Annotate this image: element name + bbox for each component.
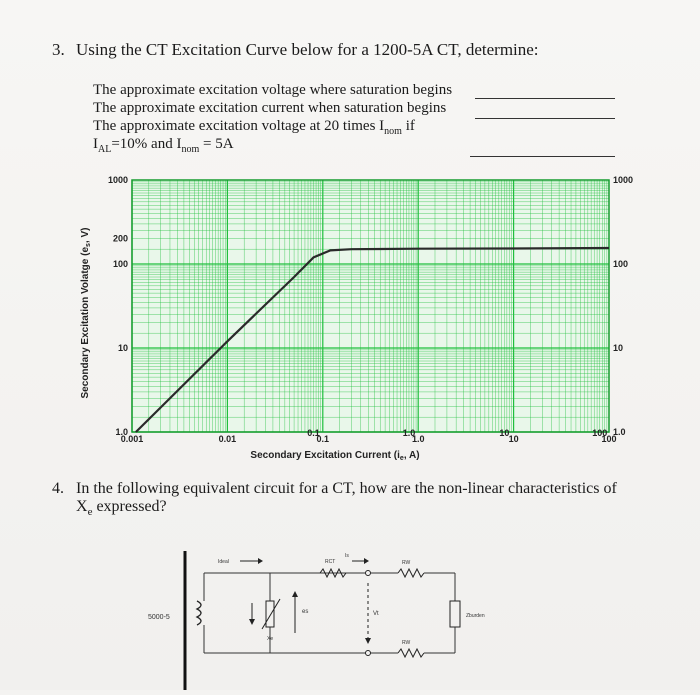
x-tick-label-secondary: 1.0	[402, 428, 416, 438]
y-tick-label-right: 1000	[613, 175, 634, 185]
x-tick-label: 10	[508, 434, 519, 444]
question-4-number: 4.	[52, 480, 64, 497]
x-tick-label-secondary: 100	[592, 428, 608, 438]
rw-top-label: RW	[402, 560, 411, 566]
y-tick-label-right: 1.0	[613, 427, 626, 437]
ct-ratio-label: 5000-5	[148, 614, 170, 621]
x-tick-label: 0.01	[218, 434, 237, 444]
y-tick-label-left: 10	[117, 343, 128, 353]
y-tick-label-left: 1000	[107, 175, 128, 185]
xe-element	[266, 601, 274, 627]
es-arrow	[292, 591, 298, 597]
zburden-label: Zburden	[466, 613, 485, 619]
x-tick-label: 100	[601, 434, 617, 444]
rw-bottom-label: RW	[402, 640, 411, 646]
circuit-svg	[140, 543, 520, 690]
excitation-curve-svg	[70, 168, 634, 468]
x-tick-label: 0.1	[316, 434, 330, 444]
question-3-item-1: The approximate excitation voltage where saturation begins	[93, 82, 453, 98]
rct-label: RCT	[325, 559, 336, 565]
x-tick-label-secondary: 10	[499, 428, 510, 438]
es-label: es	[302, 609, 309, 615]
y-tick-label-left: 100	[112, 259, 128, 269]
y-tick-label-left: 200	[112, 233, 128, 244]
ct-winding	[197, 601, 201, 625]
y-tick-label-left: 1.0	[115, 427, 128, 437]
vt-label: Vt	[373, 611, 379, 617]
zburden-element	[450, 601, 460, 627]
question-3-item-3-cont: $I_{AL}=10\%$ and $I_{nom} = 5A$	[93, 136, 234, 155]
rw-top-resistor	[398, 569, 424, 577]
ct-equivalent-circuit	[140, 543, 520, 690]
question-3-title: Using the CT Excitation Curve below for a 1200-5A CT, determine:	[76, 40, 539, 59]
terminal-top	[366, 571, 371, 576]
xe-label: Xe	[267, 636, 274, 642]
i-ideal-label: Ideal	[218, 559, 229, 565]
question-3-item-2: The approximate excitation current when saturation begins	[93, 100, 447, 116]
question-4-text: In the following equivalent circuit for a CT, how are the non-linear characteristics of $X_e$ expressed?	[76, 480, 617, 519]
i-ideal-arrow	[258, 558, 263, 564]
rw-bottom-resistor	[398, 649, 424, 657]
y-tick-label-right: 100	[613, 259, 629, 269]
x-tick-label-secondary: 0.1	[307, 428, 320, 438]
answer-blank-3[interactable]	[470, 156, 615, 157]
question-3-number: 3.	[52, 40, 65, 59]
terminal-bottom	[366, 651, 371, 656]
vt-arrow	[365, 638, 371, 644]
x-axis-label: Secondary Excitation Current ($i_e$, A)	[250, 450, 420, 462]
excitation-curve-chart	[70, 168, 634, 468]
is-label: Is	[345, 553, 349, 559]
plot-background	[132, 180, 609, 432]
y-axis-label: Secondary Excitation Volatge ($e_s$, V)	[80, 227, 92, 399]
answer-blank-1[interactable]	[475, 98, 615, 99]
answer-blank-2[interactable]	[475, 118, 615, 119]
y-tick-label-right: 10	[613, 343, 624, 353]
question-3-item-3: The approximate excitation voltage at 20 times $I_{nom}$ if	[93, 118, 415, 137]
x-tick-label: 0.001	[120, 434, 144, 444]
x-tick-label: 1.0	[411, 434, 425, 444]
